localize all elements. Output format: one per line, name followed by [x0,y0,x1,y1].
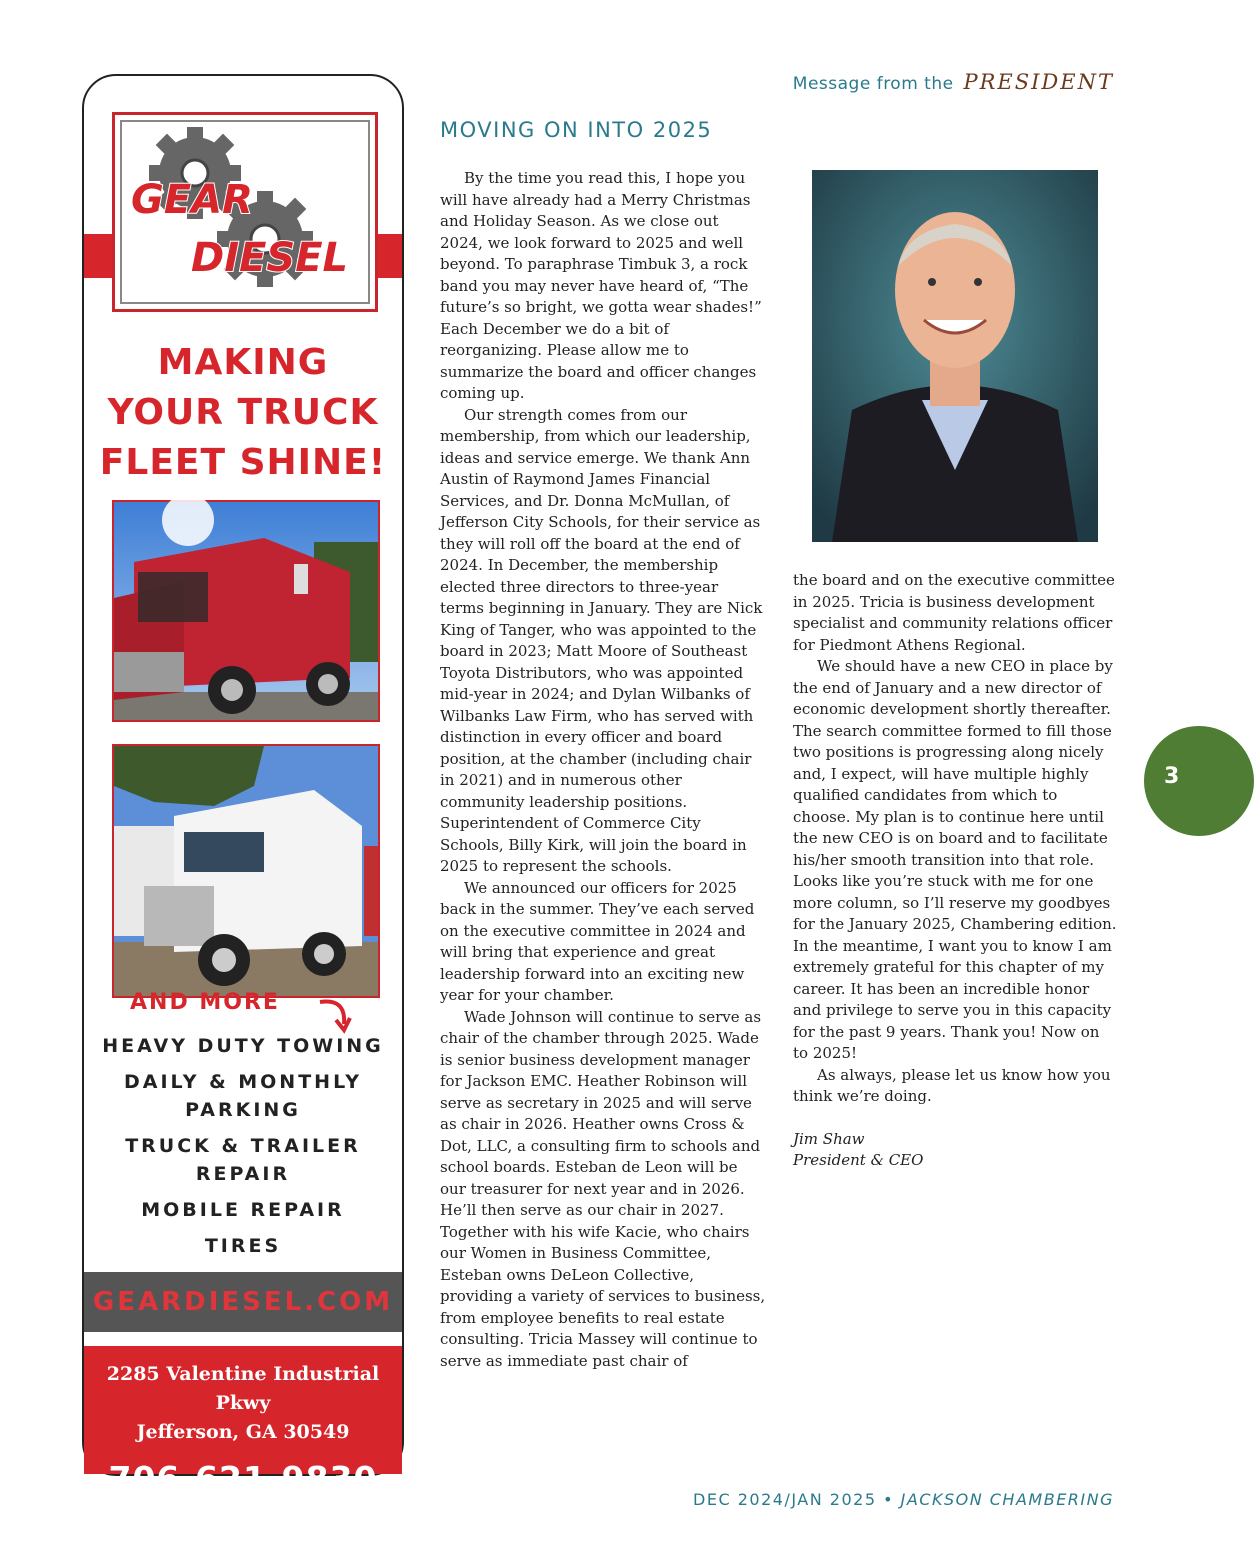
services-list [84,1032,402,1268]
gear-diesel-ad [82,74,404,1498]
article-paragraph: the board and on the executive committee in 2025. Tricia is business development specialist and community relations officer for Piedmont Athens Regional. [793,571,1115,654]
red-truck-photo [112,500,380,722]
service-item: REPAIR [195,1163,291,1185]
page-number-tab [1144,726,1254,836]
article-paragraph: As always, please let us know how you think we’re doing. [793,1065,1111,1105]
service-item: TRUCK & TRAILER [125,1135,361,1157]
ad-address [84,1360,402,1447]
ad-headline [84,338,402,488]
service-item: PARKING [185,1099,301,1121]
footer-issue: DEC 2024/JAN 2025 [693,1490,877,1509]
article-column-1 [440,168,766,1372]
section-header-title: PRESIDENT [963,70,1114,94]
signature-name: Jim Shaw [793,1129,865,1148]
red-truck-illustration [114,502,378,720]
portrait-illustration [812,170,1098,542]
footer-separator: • [883,1490,895,1509]
page-number: 3 [1164,764,1180,789]
ad-headline-line: YOUR TRUCK [107,392,379,433]
signature-title: President & CEO [793,1151,924,1169]
article-paragraph: Our strength comes from our membership, from which our leadership, ideas and service emerge. We thank Ann Austin of Raymond James Financial Services, and Dr. Donna McMullan, of Jefferson City Schools, for their service as they will roll off the board at the end of 2024. In December, the membership elected three directors to three-year terms beginning in January. They are Nick King of Tanger, who was appointed to the board in 2023; Matt Moore of Southeast Toyota Distributors, who was appointed mid-year in 2024; and Dylan Wilbanks of Wilbanks Law Firm, who has served with distinction in every officer and board position, at the chamber (including chair in 2021) and in numerous other community leadership positions. Superintendent of Commerce City Schools, Billy Kirk, will join the board in 2025 to represent the schools. [440,405,763,875]
article-column-2 [793,570,1119,1172]
logo-word-diesel: DIESEL [191,235,349,281]
logo-word-gear: GEAR [131,177,253,223]
ad-headline-line: MAKING [157,342,329,383]
service-item: MOBILE REPAIR [141,1199,345,1221]
and-more-label: AND MORE [130,990,280,1015]
white-truck-illustration [114,746,378,996]
ad-address-line: Jefferson, GA 30549 [136,1421,350,1443]
service-item: DAILY & MONTHLY [124,1071,362,1093]
article-title: MOVING ON INTO 2025 [440,118,713,142]
ad-headline-line: FLEET SHINE! [99,442,387,483]
signature-block [793,1129,1119,1172]
section-header [793,70,1114,94]
ad-contact-block [84,1346,402,1498]
page-footer [693,1490,1114,1509]
section-header-prefix: Message from the [792,74,954,94]
curved-arrow-icon [316,994,356,1034]
president-portrait [812,170,1098,542]
white-truck-photo [112,744,380,998]
article-paragraph: By the time you read this, I hope you will have already had a Merry Christmas and Holiday Season. As we close out 2024, we look forward to 2025 and well beyond. To paraphrase Timbuk 3, a rock band you may never have heard of, “The future’s so bright, we gotta wear shades!” Each December we do a bit of reorganizing. Please allow me to summarize the board and officer changes coming up. [440,169,762,402]
service-item: TIRES [204,1235,282,1257]
service-item: HEAVY DUTY TOWING [102,1035,384,1057]
ad-url-bar [84,1272,402,1332]
article-paragraph: We should have a new CEO in place by the end of January and a new director of economic development shortly thereafter. The search committee formed to fill those two positions is progressing along nicely and, I expect, will have multiple highly qualified candidates from which to choose. My plan is to continue here until the new CEO is on board and to facilitate his/her smooth transition into that role. Looks like you’re stuck with me for one more column, so I’ll reserve my goodbyes for the January 2025, Chambering edition. In the meantime, I want you to know I am extremely grateful for this chapter of my career. It has been an incredible honor and privilege to serve you in this capacity for the past 9 years. Thank you! Now on to 2025! [793,657,1117,1062]
ad-phone[interactable]: 706-621-9830 [108,1459,378,1498]
ad-url[interactable]: GEARDIESEL.COM [92,1287,394,1317]
gear-diesel-logo [112,112,378,312]
article-paragraph: We announced our officers for 2025 back in the summer. They’ve each served on the executive committee in 2024 and will bring that experience and great leadership forward into an exciting new year for your chamber. [440,878,755,1004]
ad-address-line: 2285 Valentine Industrial Pkwy [106,1363,380,1414]
footer-publication: JACKSON CHAMBERING [900,1490,1114,1509]
article-paragraph: Wade Johnson will continue to serve as chair of the chamber through 2025. Wade is senior business development manager for Jackson EMC. Heather Robinson will serve as secretary in 2025 and will serve as chair in 2026. Heather owns Cross & Dot, LLC, a consulting firm to schools and school boards. Esteban de Leon will be our treasurer for next year and in 2026. He’ll then serve as our chair in 2027. Together with his wife Kacie, who chairs our Women in Business Committee, Esteban owns DeLeon Collective, providing a variety of services to business, from employee benefits to real estate consulting. Tricia Massey will continue to serve as immediate past chair of [440,1007,766,1370]
